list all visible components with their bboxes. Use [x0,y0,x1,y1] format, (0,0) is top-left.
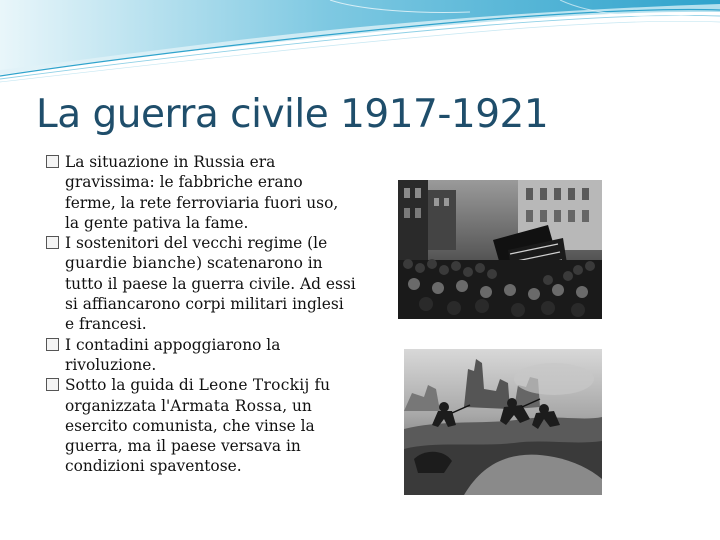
slide-title: La guerra civile 1917-1921 [36,92,549,137]
bullet-item [46,233,356,334]
bullet-text: fu organizzata l' [65,376,331,415]
bullet-item [46,152,356,233]
bullet-emphasis: Leone Trockij [198,376,310,395]
bullet-marker-icon [46,338,59,351]
bullet-text: I contadini appoggiarono la rivoluzione. [65,335,281,374]
bullet-text: Sotto la guida di [65,376,199,395]
bullet-marker-icon [46,155,59,168]
soldiers-in-ruins-photo [404,349,602,495]
bullet-emphasis: Armata Rossa [170,396,283,415]
bullet-text: I sostenitori del vecchi regime (le [65,234,328,253]
bullet-list [46,152,356,477]
bullet-emphasis: guardie bianche [65,254,197,273]
header-wave-decoration [0,0,720,90]
bullet-marker-icon [46,236,59,249]
bullet-text: La situazione in Russia era gravissima: le fabbriche erano ferme, la rete ferroviaria fuori uso, la gente pativa la fame. [65,153,339,232]
bullet-marker-icon [46,378,59,391]
crowd-procession-photo [398,180,602,319]
bullet-item [46,375,356,476]
bullet-text: ) scatenarono in tutto il paese la guerra civile. Ad essi si affiancarono corpi militari inglesi e francesi. [65,254,356,334]
bullet-item [46,335,356,376]
bullet-text: , un esercito comunista, che vinse la guerra, ma il paese versava in condizioni spaventose. [65,396,315,476]
